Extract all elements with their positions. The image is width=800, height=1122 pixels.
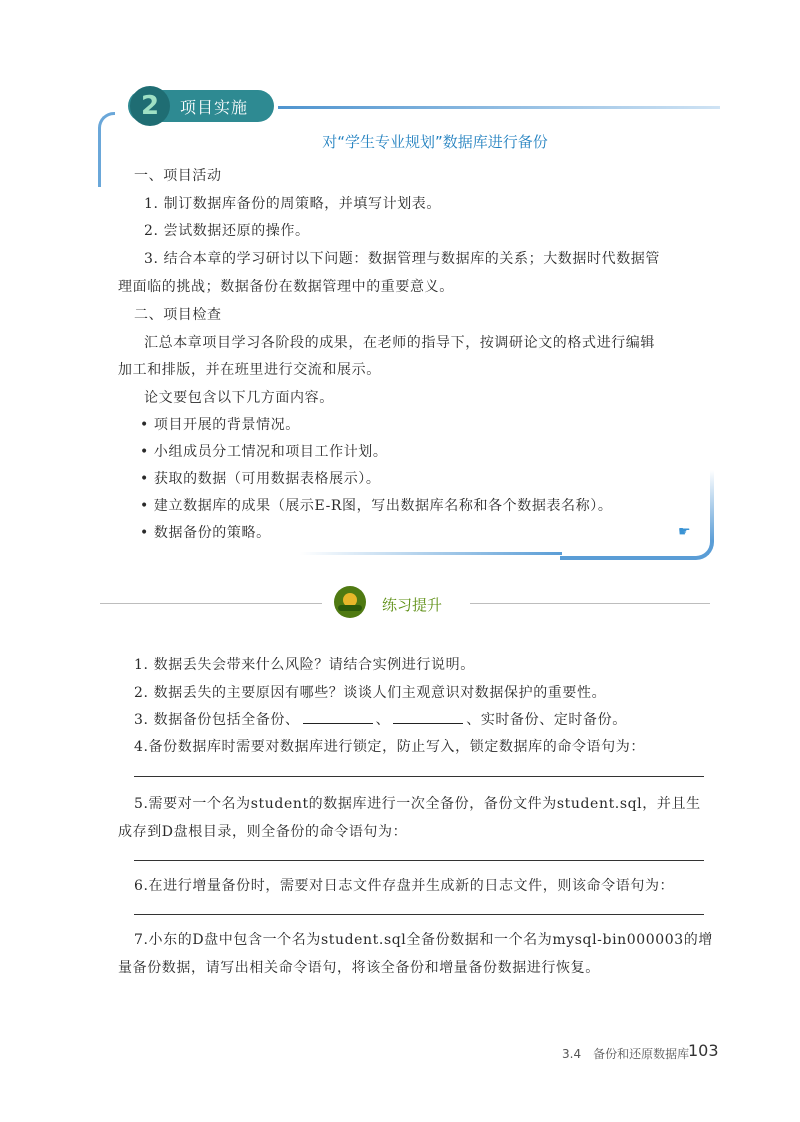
section-frame-bottom-rule	[300, 552, 562, 555]
bullet-item: • 获取的数据（可用数据表格展示）。	[140, 471, 381, 487]
section-frame-right	[710, 470, 714, 542]
check-paragraph-line: 加工和排版，并在班里进行交流和展示。	[118, 362, 381, 378]
answer-line[interactable]	[134, 776, 704, 777]
activity-item: 3. 结合本章的学习研讨以下问题：数据管理与数据库的关系；大数据时代数据管	[144, 251, 661, 267]
exercise-divider-right	[470, 603, 710, 604]
question-7: 7.小东的D盘中包含一个名为student.sql全备份数据和一个名为mysql-bin000003的增	[134, 932, 714, 948]
page-number: 103	[688, 1041, 719, 1060]
answer-line[interactable]	[134, 860, 704, 861]
bullet-item: • 数据备份的策略。	[140, 525, 271, 541]
sunrise-icon	[334, 586, 366, 618]
check-heading: 二、项目检查	[134, 307, 222, 323]
section-frame-top-rule	[278, 106, 720, 109]
pointing-hand-icon: ☛	[678, 524, 691, 540]
question-6: 6.在进行增量备份时，需要对日志文件存盘并生成新的日志文件，则该命令语句为：	[134, 878, 675, 894]
fill-blank[interactable]	[393, 709, 463, 724]
activity-item: 2. 尝试数据还原的操作。	[144, 223, 310, 239]
footer-section-label: 3.4 备份和还原数据库	[562, 1047, 690, 1061]
bullet-item: • 建立数据库的成果（展示E-R图，写出数据库名称和各个数据表名称）。	[140, 498, 613, 514]
project-title: 对“学生专业规划”数据库进行备份	[322, 133, 548, 151]
question-4: 4.备份数据库时需要对数据库进行锁定，防止写入，锁定数据库的命令语句为：	[134, 739, 645, 755]
section-badge-number: 2	[130, 86, 170, 126]
bullet-item: • 小组成员分工情况和项目工作计划。	[140, 444, 388, 460]
activity-item-continued: 理面临的挑战；数据备份在数据管理中的重要意义。	[118, 279, 454, 295]
exercise-divider-left	[100, 603, 322, 604]
content-intro: 论文要包含以下几方面内容。	[144, 390, 334, 406]
question-1: 1. 数据丢失会带来什么风险？请结合实例进行说明。	[134, 657, 475, 673]
question-2: 2. 数据丢失的主要原因有哪些？谈谈人们主观意识对数据保护的重要性。	[134, 685, 607, 701]
question-5-continued: 成存到D盘根目录，则全备份的命令语句为：	[118, 824, 408, 840]
check-paragraph-line: 汇总本章项目学习各阶段的成果，在老师的指导下，按调研论文的格式进行编辑	[144, 335, 655, 351]
exercise-title: 练习提升	[382, 596, 443, 614]
section-frame-bottom-corner	[560, 540, 714, 560]
fill-blank[interactable]	[303, 709, 373, 724]
question-5: 5.需要对一个名为student的数据库进行一次全备份，备份文件为student.sql，并且生	[134, 796, 701, 812]
question-3: 3. 数据备份包括全备份、 、 、实时备份、定时备份。	[134, 709, 627, 729]
activity-heading: 一、项目活动	[134, 168, 222, 184]
answer-line[interactable]	[134, 914, 704, 915]
bullet-item: • 项目开展的背景情况。	[140, 417, 300, 433]
question-7-continued: 量备份数据，请写出相关命令语句，将该全备份和增量备份数据进行恢复。	[118, 960, 600, 976]
section-badge-label: 项目实施	[180, 98, 249, 117]
activity-item: 1. 制订数据库备份的周策略，并填写计划表。	[144, 196, 442, 212]
